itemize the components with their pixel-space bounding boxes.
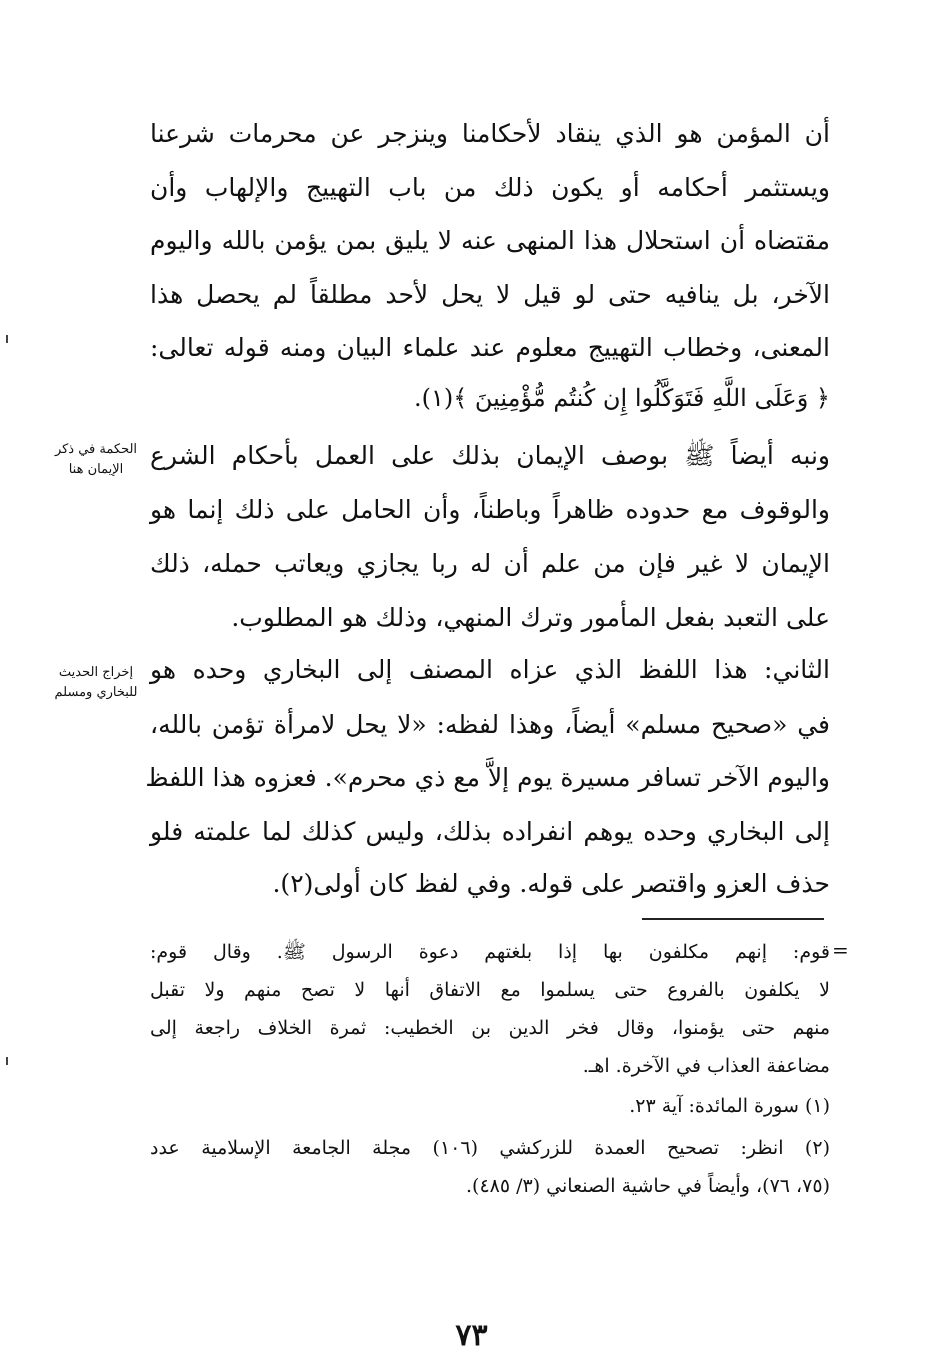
text-line: واليوم الآخر تسافر مسيرة يوم إلاَّ مع ذي محرم». فعزوه هذا اللفظ	[145, 763, 830, 792]
text-line: الثاني: هذا اللفظ الذي عزاه المصنف إلى البخاري وحده هو	[150, 655, 830, 684]
text-line: ونبه أيضاً ﷺ بوصف الإيمان بذلك على العمل بأحكام الشرع	[150, 441, 830, 470]
text-line: على التعبد بفعل المأمور وترك المنهي، وذلك هو المطلوب.	[231, 603, 830, 632]
footnote-line: مضاعفة العذاب في الآخرة. اهـ.	[582, 1055, 830, 1077]
text-line: في «صحيح مسلم» أيضاً، وهذا لفظه: «لا يحل لامرأة تؤمن بالله،	[150, 710, 830, 739]
footnote-2-cont: (٧٥، ٧٦)، وأيضاً في حاشية الصنعاني (٣/ ٤٨٥).	[465, 1175, 830, 1197]
text-line: مقتضاه أن استحلال هذا المنهى عنه لا يليق بمن يؤمن بالله واليوم	[150, 226, 830, 255]
footnote-line: منهم حتى يؤمنوا، وقال فخر الدين بن الخطيب: ثمرة الخلاف راجعة إلى	[150, 1017, 830, 1039]
margin-note	[50, 663, 142, 703]
margin-note-line: للبخاري ومسلم	[54, 685, 138, 700]
text-line: حذف العزو واقتصر على قوله. وفي لفظ كان أولى(٢).	[272, 869, 830, 898]
page-number: ٧٣	[455, 1318, 488, 1353]
footnote-line: لا يكلفون بالفروع حتى يسلموا مع الاتفاق أنها لا تصح منهم ولا تقبل	[150, 979, 830, 1001]
footnote-line: قوم: إنهم مكلفون بها إذا بلغتهم دعوة الرسول ﷺ. وقال قوم:	[150, 941, 830, 963]
text-line: والوقوف مع حدوده ظاهراً وباطناً، وأن الحامل على ذلك إنما هو	[150, 495, 830, 524]
margin-note-line: إخراج الحديث	[58, 665, 134, 680]
text-line: المعنى، وخطاب التهييج معلوم عند علماء البيان ومنه قوله تعالى:	[150, 333, 830, 362]
text-line: أن المؤمن هو الذي ينقاد لأحكامنا وينزجر عن محرمات شرعنا	[150, 119, 830, 148]
text-line: إلى البخاري وحده يوهم انفراده بذلك، وليس كذلك لما علمته فلو	[150, 817, 830, 846]
text-line: الآخر، بل ينافيه حتى لو قيل لا يحل لأحد مطلقاً لم يحصل هذا	[150, 280, 830, 309]
margin-note-line: الإيمان هنا	[68, 462, 124, 477]
continuation-mark: =	[832, 938, 849, 962]
scan-mark	[6, 335, 8, 343]
quran-verse: ﴿ وَعَلَى اللَّهِ فَتَوَكَّلُوا إِن كُنتُم مُّؤْمِنِينَ ﴾(١).	[413, 384, 830, 412]
margin-note-line: الحكمة في ذكر	[54, 442, 138, 457]
footnote-1: (١) سورة المائدة: آية ٢٣.	[629, 1095, 830, 1117]
footnote-2: (٢) انظر: تصحيح العمدة للزركشي (١٠٦) مجلة الجامعة الإسلامية عدد	[150, 1137, 830, 1159]
footnote-separator	[642, 918, 824, 920]
margin-note	[50, 440, 142, 480]
scan-mark	[6, 1057, 8, 1065]
text-line: الإيمان لا غير فإن من علم أن له ربا يجازي ويعاتب حمله، ذلك	[150, 549, 830, 578]
text-line: ويستثمر أحكامه أو يكون ذلك من باب التهييج والإلهاب وأن	[150, 173, 830, 202]
